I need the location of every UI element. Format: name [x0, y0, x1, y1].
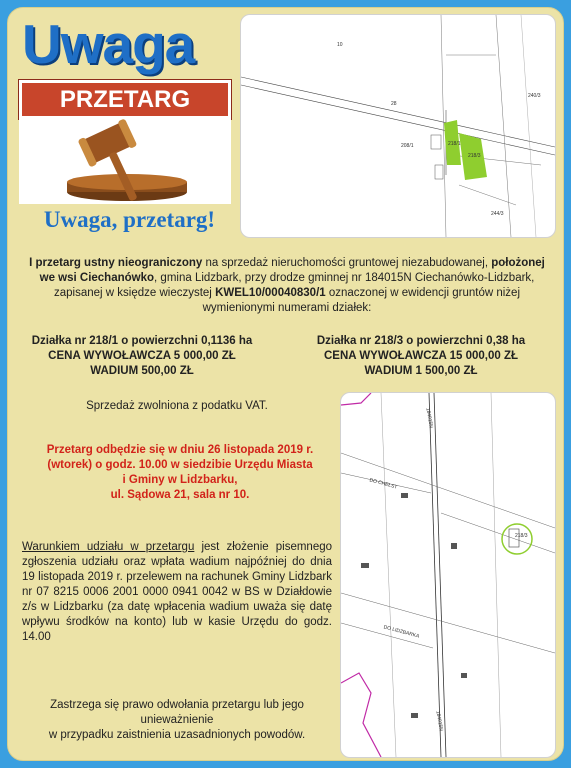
map-label: 218/1: [448, 141, 461, 147]
przetarg-banner: PRZETARG: [19, 80, 231, 119]
plot-price: CENA WYWOŁAWCZA 15 000,00 ZŁ: [323, 350, 519, 362]
intro-bold-location: położonej we wsi Ciechanówko: [39, 257, 545, 284]
page-subtitle: Uwaga, przetarg!: [43, 207, 216, 232]
auction-line: (wtorek) o godz. 10.00 w siedzibie Urzędu Miasta: [47, 459, 313, 471]
plot-deposit: WADIUM 1 500,00 ZŁ: [364, 365, 478, 377]
plot-area: Działka nr 218/3 o powierzchni 0,38 ha: [316, 335, 526, 347]
intro-paragraph: [22, 256, 552, 316]
conditions-heading: Warunkiem udziału w przetargu: [22, 541, 195, 553]
conditions-text: jest złożenie pisemnego zgłoszenia udziału oraz wpłata wadium najpóźniej do dnia 19 listopada 2019 r. przelewem na rachunek Gminy Lidzbark nr 07 8215 0006 2001 0000 0941 0042 w BS w Działdowie z/s w Lidzbarku (za datę wpłacenia wadium uważa się datę wpływu środków na konto) lub w kasie Urzędu do godz. 14.00: [22, 541, 333, 643]
plot-deposit: WADIUM 500,00 ZŁ: [90, 365, 194, 377]
reservation-line: w przypadku zaistnienia uzasadnionych powodów.: [48, 729, 306, 741]
auction-line: ul. Sądowa 21, sala nr 10.: [110, 489, 250, 501]
map-label: 184015N: [434, 710, 444, 732]
map-label: 10: [337, 42, 343, 48]
plot-price: CENA WYWOŁAWCZA 5 000,00 ZŁ: [48, 350, 236, 362]
intro-text-2: , gmina Lidzbark, przy drodze gminnej nr 184015N Ciechanówko-Lidzbark, zapisanej w księdze wieczystej: [53, 272, 535, 299]
auction-line: Przetarg odbędzie się w dniu 26 listopada 2019 r.: [46, 444, 314, 456]
map-label: DO LIDZBARKA: [382, 624, 420, 640]
plot-map-detail: [240, 14, 556, 238]
intro-bold-start: I przetarg ustny nieograniczony: [29, 257, 203, 269]
map-label: 240/3: [528, 93, 541, 99]
map-label: 184015N: [424, 407, 434, 429]
plot-map-overview: [340, 392, 556, 758]
reservation-note: [22, 698, 332, 743]
land-register-number: KWEL10/00040830/1: [215, 287, 326, 299]
conditions-paragraph: [22, 540, 332, 645]
reservation-line: unieważnienie: [140, 714, 214, 726]
auction-line: i Gminy w Lidzbarku,: [122, 474, 238, 486]
intro-text-3: oznaczonej w ewidencji gruntów niżej wymienionymi numerami działek:: [202, 287, 520, 314]
plot-218-3: [290, 334, 552, 379]
plot-area: Działka nr 218/1 o powierzchni 0,1136 ha: [31, 335, 253, 347]
plot-218-1: [22, 334, 262, 379]
map-label: 28: [391, 101, 397, 107]
gavel-icon: [19, 116, 231, 204]
intro-text-1: na sprzedaż nieruchomości gruntowej niezabudowanej,: [202, 257, 492, 269]
map-label: 208/1: [401, 143, 414, 149]
map-label: DO CHEŁST: [368, 477, 398, 491]
reservation-line: Zastrzega się prawo odwołania przetargu lub jego: [50, 699, 304, 711]
map-label: 218/3: [468, 153, 481, 159]
map-label: 218/3: [515, 533, 528, 539]
uwaga-title: Uwaga: [22, 13, 195, 75]
vat-note: Sprzedaż zwolniona z podatku VAT.: [86, 400, 268, 412]
auction-info: [22, 443, 338, 503]
map-label: 244/3: [491, 211, 504, 217]
